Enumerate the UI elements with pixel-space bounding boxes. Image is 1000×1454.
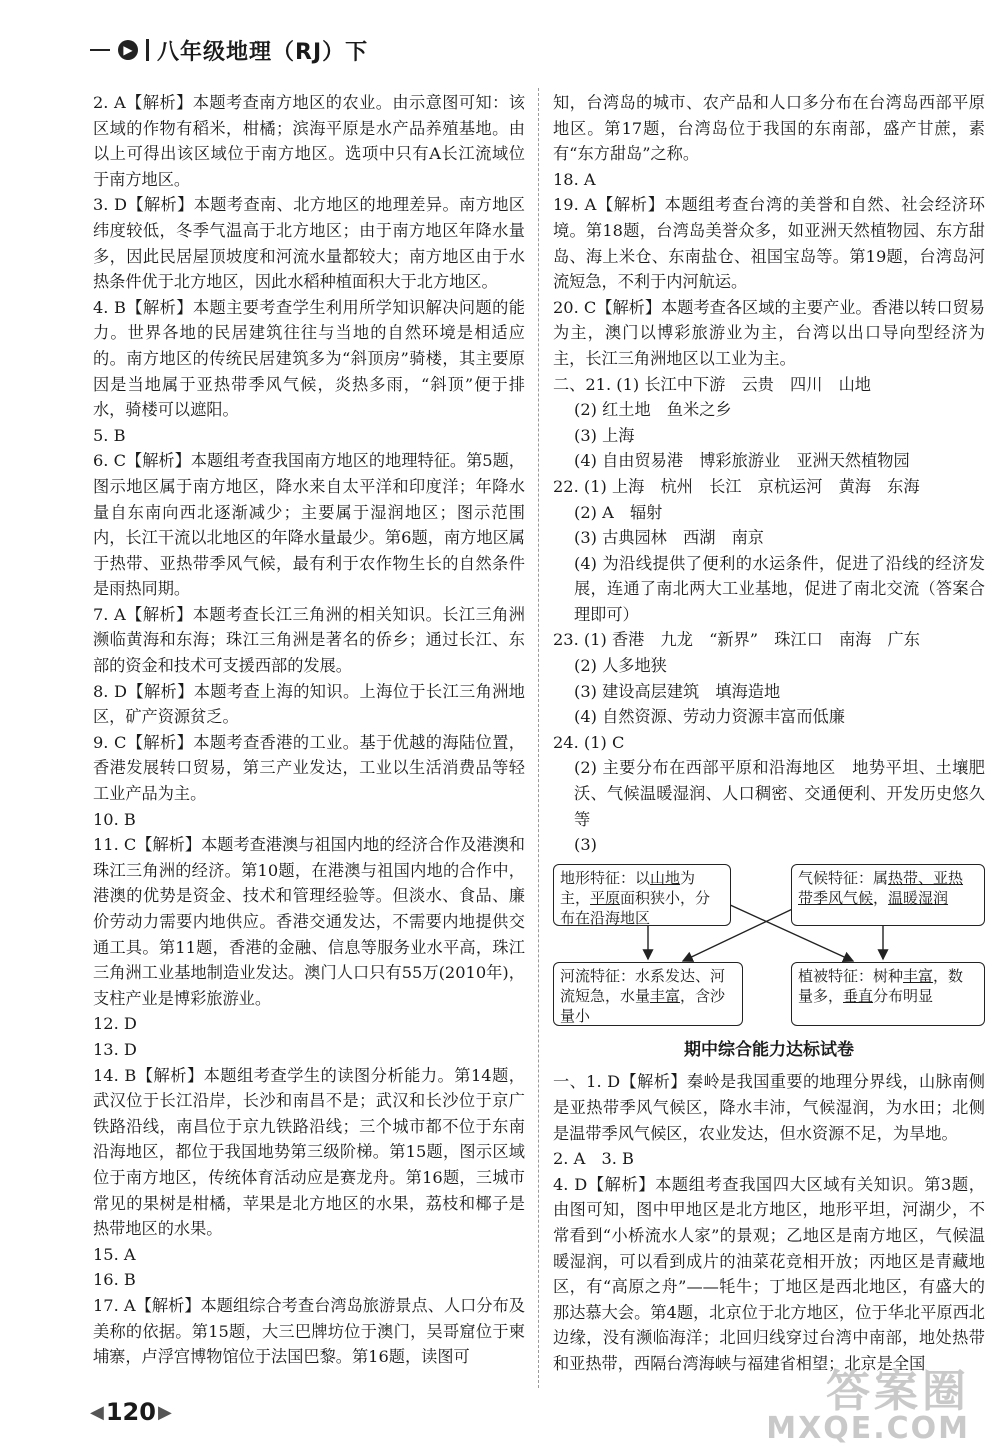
answer-2: 2. A【解析】本题考查南方地区的农业。由示意图可知：该区域的作物有稻米，柑橘；滨海平原是水产品养殖基地。由以上可得出该区域位于南方地区。选项中只有A长江流域位于南方地区。 — [93, 93, 525, 189]
answer-21-item: (3) 上海 — [574, 425, 635, 445]
answer-21-item: (4) 自由贸易港 博彩旅游业 亚洲天然植物园 — [574, 451, 910, 471]
vegetation-answer: 垂直 — [843, 986, 874, 1005]
answer-17: 17. A【解析】本题组综合考查台湾岛旅游景点、人口分布及美称的依据。第15题，大三巴牌坊位于澳门，吴哥窟位于柬埔寨，卢浮宫博物馆位于法国巴黎。第16题，读图可 — [93, 1295, 525, 1367]
answer-15: 15. A — [93, 1244, 136, 1264]
vegetation-answer: 丰富 — [903, 966, 934, 985]
answer-10: 10. B — [93, 809, 136, 829]
answer-16: 16. B — [93, 1270, 136, 1290]
terrain-text: 地形特征：以 — [560, 868, 651, 887]
river-text: ，含沙量小 — [560, 986, 726, 1025]
page-arrow-icon: ◀ — [90, 1401, 104, 1423]
answer-13: 13. D — [93, 1039, 137, 1059]
answer-21-head: 二、21. (1) 长江中下游 云贵 四川 山地 — [553, 374, 871, 394]
answer-3: 3. D【解析】本题考查南、北方地区的地理差异。南方地区纬度较低，冬季气温高于北方地区；由于南方地区年降水量多，因此民居屋顶坡度和河流水量都较大；南方地区由于水热条件优于北方地区，因此水稻种植面积大于北方地区。 — [93, 195, 525, 292]
climate-box — [791, 864, 985, 926]
answer-9: 9. C【解析】本题考查香港的工业。基于优越的海陆位置，香港发展转口贸易，第三产业发达，工业以生活消费品等轻工业产品为主。 — [93, 732, 525, 804]
column-divider — [538, 88, 540, 1388]
header-bar — [146, 39, 149, 61]
answer-20: 20. C【解析】本题考查各区域的主要产业。香港以转口贸易为主，澳门以博彩旅游业为主，台湾以出口导向型经济为主，长江三角洲地区以工业为主。 — [553, 297, 985, 368]
answer-4: 4. B【解析】本题主要考查学生利用所学知识解决问题的能力。世界各地的民居建筑往往与当地的自然环境是相适应的。南方地区的传统民居建筑多为“斜顶房”骑楼，其主要原因是当地属于亚热带季风气候，炎热多雨，“斜顶”便于排水，骑楼可以遮阳。 — [93, 297, 525, 420]
vegetation-box — [791, 962, 985, 1026]
answer-22-item: (3) 古典园林 西湖 南京 — [574, 528, 764, 548]
answer-11: 11. C【解析】本题考查港澳与祖国内地的经济合作及港澳和珠江三角洲的经济。第10题，在港澳与祖国内地的合作中，港澳的优势是资金、技术和管理经验等。但淡水、食品、廉价劳动力需要内地供应。香港交通发达，不需要内地提供交通工具。第11题，香港的金融、信息等服务业水平高，珠江三角洲工业基地制造业发达。澳门人口只有55万(2010年)，支柱产业是博彩旅游业。 — [93, 835, 525, 1008]
answer-24-item: (3) — [574, 835, 597, 855]
header-logo-icon: ▶ — [118, 40, 138, 60]
watermark-url: MXQE.COM — [766, 1411, 970, 1446]
page-title: 八年级地理（RJ）下 — [157, 39, 369, 65]
climate-text: ， — [873, 888, 889, 907]
terrain-box — [553, 864, 731, 926]
answer-17-cont: 知，台湾岛的城市、农产品和人口多分布在台湾岛西部平原地区。第17题，台湾岛位于我国的东南部，盛产甘蔗，素有“东方甜岛”之称。 — [553, 93, 985, 164]
midterm-answer-2-3: 2. A 3. B — [553, 1149, 634, 1169]
answer-5: 5. B — [93, 425, 126, 445]
midterm-answer-1: 一、1. D【解析】秦岭是我国重要的地理分界线，山脉南侧是亚热带季风气候区，降水丰沛，气候湿润，为水田；北侧是温带季风气候区，农业发达，但水资源不足，为旱地。 — [553, 1072, 985, 1143]
terrain-text: 面积狭小，分布在沿海地区 — [560, 888, 711, 927]
answer-12: 12. D — [93, 1014, 137, 1034]
answer-23-item: (4) 自然资源、劳动力资源丰富而低廉 — [574, 707, 845, 727]
answer-24-item: (2) 主要分布在西部平原和沿海地区 地势平坦、土壤肥沃、气候温暖湿润、人口稠密、交通便利、开发历史悠久等 — [574, 758, 985, 829]
answer-23-item: (2) 人多地狭 — [574, 656, 667, 676]
answer-22-item: (4) 为沿线提供了便利的水运条件，促进了沿线的经济发展，连通了南北两大工业基地，促进了南北交流（答案合理即可） — [574, 553, 985, 624]
terrain-answer: 平原 — [590, 888, 621, 907]
vegetation-text: 分布明显 — [873, 986, 934, 1005]
river-box — [553, 962, 743, 1026]
climate-answer: 热带、亚热带季风气候 — [798, 868, 964, 907]
answer-14: 14. B【解析】本题组考查学生的读图分析能力。第14题，武汉位于长江沿岸，长沙和南昌不是；武汉和长沙位于京广铁路沿线，南昌位于京九铁路沿线；三个城市都不位于东南沿海地区，都位于我国地势第三级阶梯。第15题，图示区域位于南方地区，传统体育活动应是赛龙舟。第16题，三城市常见的果树是柑橘，苹果是北方地区的水果，荔枝和椰子是热带地区的水果。 — [93, 1065, 525, 1239]
watermark — [766, 1355, 970, 1446]
answer-22-head: 22. (1) 上海 杭州 长江 京杭运河 黄海 东海 — [553, 476, 920, 496]
answer-19: 19. A【解析】本题组考查台湾的美誉和自然、社会经济环境。第18题，台湾岛美誉众多，如亚洲天然植物园、东方甜岛、海上米仓、东南盐仓、祖国宝岛等。第19题，台湾岛河流短急，不利于内河航运。 — [553, 195, 985, 292]
feature-diagram — [553, 864, 985, 1034]
midterm-title: 期中综合能力达标试卷 — [684, 1039, 854, 1060]
terrain-answer: 山地 — [650, 868, 681, 887]
page-header — [90, 30, 368, 70]
answer-23-head: 23. (1) 香港 九龙 “新界” 珠江口 南海 广东 — [553, 630, 920, 650]
answer-22-item: (2) A 辐射 — [574, 502, 663, 522]
river-answer: 丰富 — [650, 986, 681, 1005]
watermark-title: 答案圈 — [826, 1366, 970, 1417]
answer-8: 8. D【解析】本题考查上海的知识。上海位于长江三角洲地区，矿产资源贫乏。 — [93, 681, 525, 727]
page-arrow-icon: ▶ — [157, 1401, 172, 1423]
right-column — [553, 90, 985, 1377]
climate-answer: 温暖湿润 — [888, 888, 949, 907]
page-number — [90, 1398, 172, 1426]
answer-18: 18. A — [553, 169, 596, 189]
midterm-answer-4: 4. D【解析】本题组考查我国四大区域有关知识。第3题，由图可知，图中甲地区是北方地区，地形平坦，河湖少，不常看到“小桥流水人家”的景观；乙地区是南方地区，气候温暖湿润，可以看到成片的油菜花竞相开放；丙地区是青藏地区，有“高原之舟”——牦牛；丁地区是西北地区，有盛大的那达慕大会。第4题，北京位于北方地区，位于华北平原西北边缘，没有濒临海洋；北回归线穿过台湾中南部，地处热带和亚热带，西隔台湾海峡与福建省相望；北京是全国 — [553, 1174, 985, 1373]
vegetation-text: ，数量多， — [798, 966, 964, 1005]
vegetation-text: 植被特征：树种 — [798, 966, 904, 985]
terrain-text: 为主， — [560, 868, 696, 907]
answer-24-head: 24. (1) C — [553, 732, 625, 752]
header-line — [90, 49, 110, 51]
river-text: 河流特征：水系发达、河流短急，水量 — [560, 966, 726, 1005]
answer-23-item: (3) 建设高层建筑 填海造地 — [574, 681, 781, 701]
answer-21-item: (2) 红土地 鱼米之乡 — [574, 400, 732, 420]
answer-6: 6. C【解析】本题组考查我国南方地区的地理特征。第5题，图示地区属于南方地区，降水来自太平洋和印度洋；年降水量自东南向西北逐渐减少；主要属于湿润地区；图示范围内，长江干流以北地区的年降水量最少。第6题，南方地区属于热带、亚热带季风气候，最有利于农作物生长的自然条件是雨热同期。 — [93, 451, 525, 599]
left-column — [93, 90, 525, 1370]
page-number-text: 120 — [105, 1398, 156, 1426]
answer-7: 7. A【解析】本题考查长江三角洲的相关知识。长江三角洲濒临黄海和东海；珠江三角洲是著名的侨乡；通过长江、东部的资金和技术可支援西部的发展。 — [93, 604, 525, 676]
climate-text: 气候特征：属 — [798, 868, 889, 887]
